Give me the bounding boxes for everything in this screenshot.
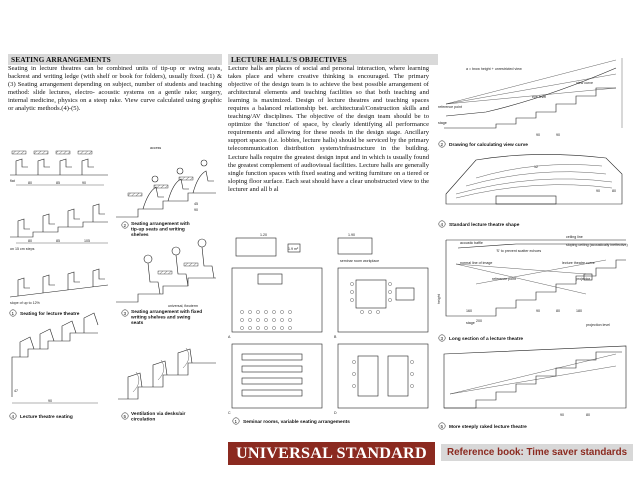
svg-text:12: 12: [534, 165, 538, 169]
svg-text:90: 90: [536, 133, 540, 137]
svg-text:3: 3: [123, 310, 127, 316]
svg-text:5: 5: [123, 413, 127, 419]
slope-label: slope of up to 12%: [10, 301, 40, 305]
svg-text:universal, fiwuterm: universal, fiwuterm: [168, 304, 198, 308]
svg-text:3: 3: [440, 335, 444, 341]
ventilation-drawing: [118, 348, 216, 399]
svg-text:80: 80: [586, 413, 590, 417]
svg-text:200: 200: [476, 319, 482, 323]
svg-text:'S' to prevent scatter echoes: 'S' to prevent scatter echoes: [496, 249, 542, 253]
svg-text:80: 80: [28, 181, 32, 185]
svg-text:47: 47: [14, 389, 18, 393]
left-heading: SEATING ARRANGEMENTS: [8, 54, 222, 65]
long-section-drawing: [437, 235, 628, 327]
caption-seminar-rooms: Seminar rooms, variable seating arrangements: [243, 420, 350, 425]
svg-text:stage: stage: [438, 121, 447, 125]
caption-fixed-shelves: Seating arrangement with fixed writing shelves and swing seats: [131, 310, 203, 326]
stepped-seating-drawing: [10, 204, 108, 251]
svg-text:4: 4: [440, 221, 444, 227]
theatre-shape-drawing: [446, 154, 622, 204]
svg-text:A: A: [228, 335, 231, 339]
caption-theatre-shape: Standard lecture theatre shape: [449, 223, 520, 228]
svg-text:2: 2: [123, 222, 127, 228]
caption-long-section: Long section of a lecture theatre: [449, 337, 524, 342]
svg-text:access: access: [150, 146, 162, 150]
svg-text:105: 105: [84, 239, 90, 243]
svg-text:D: D: [334, 411, 337, 415]
svg-text:a = brow height + unrestricted: a = brow height + unrestricted view: [466, 67, 522, 71]
svg-text:sloping ceiling (acoustically: sloping ceiling (acoustically ineffective): [566, 243, 628, 247]
svg-text:projector: projector: [576, 277, 590, 281]
svg-text:90: 90: [560, 413, 564, 417]
slope-seating-drawing: [10, 269, 108, 305]
svg-text:160: 160: [466, 309, 472, 313]
svg-text:80: 80: [612, 189, 616, 193]
svg-text:B: B: [334, 335, 337, 339]
steep-rake-drawing: [444, 346, 626, 417]
plan-c: [228, 344, 322, 415]
right-body-text: Lecture halls are places of social and personal interaction, where learning takes place and where creative thinking is encouraged. The primary objective of the design team is to achieve the best possible arrangement of architectural elements and teaching facilities so that both teaching and learning is maximized. Design of lecture theatres and teaching spaces requires a balanced relationship bet. architectural/Construction skills and teaching/AV disciplines. The objective of the design team should be to optimize the 'function' of space, by clearly identifying all performance requirements and allowing for these needs in the design stage. Ancillary support spaces (i.e. lobbies, lecture halls) should be serviced by the primary telecommunication distribution system/infrastructure in the building. Lecture halls require the greatest design input and in which is usually found the greatest complement of audiovisual facilities. Lecture halls are generally single function spaces with fixed seating and writing furniture on a tiered or sloping floor surface. Each seat should have a clear unobstructed view to the lecturer and all b al: [228, 65, 429, 193]
svg-text:180: 180: [576, 309, 582, 313]
svg-text:eye level: eye level: [532, 95, 547, 99]
caption-view-curve: Drawing for calculating view curve: [449, 143, 528, 148]
svg-text:1: 1: [234, 418, 238, 424]
svg-text:acoustic baffle: acoustic baffle: [460, 241, 483, 245]
steps-label: on 15 cm steps: [10, 247, 35, 251]
caption-steep-rake: More steeply raked lecture theatre: [449, 425, 527, 430]
svg-text:C: C: [228, 411, 231, 415]
svg-text:90: 90: [82, 181, 86, 185]
tipup-seats-drawing: [116, 146, 216, 217]
plan-a: [228, 268, 322, 339]
flat-label: flat: [10, 179, 15, 183]
reference-book-banner: Reference book: Time saver standards: [441, 444, 633, 461]
svg-text:view curve: view curve: [576, 81, 593, 85]
caption-seating-lecture: Seating for lecture theatre: [20, 312, 80, 317]
caption-lecture-seating: Lecture theatre seating: [20, 415, 73, 420]
view-curve-drawing: [438, 58, 622, 137]
right-heading: LECTURE HALL'S OBJECTIVES: [228, 54, 438, 65]
svg-text:height: height: [437, 294, 441, 304]
caption-ventilation: Ventilation via desks/air circulation: [131, 412, 186, 423]
svg-text:90: 90: [194, 208, 198, 212]
svg-text:4: 4: [11, 413, 15, 419]
svg-text:1.9 m²: 1.9 m²: [288, 247, 299, 251]
svg-text:90: 90: [48, 399, 52, 403]
lecture-seating-section: [11, 310, 98, 403]
svg-text:seminar room workplace: seminar room workplace: [340, 259, 380, 263]
svg-text:lecture theatre curve: lecture theatre curve: [562, 261, 595, 265]
svg-text:normal line of image: normal line of image: [460, 261, 493, 265]
fixed-shelf-drawing: [116, 239, 216, 308]
seminar-room-plans: [228, 228, 433, 430]
svg-text:reference point: reference point: [492, 277, 516, 281]
svg-text:1.90: 1.90: [348, 233, 355, 237]
svg-text:projection level: projection level: [586, 323, 610, 327]
svg-text:reference point: reference point: [438, 105, 462, 109]
svg-text:85: 85: [56, 239, 60, 243]
svg-text:80: 80: [28, 239, 32, 243]
svg-text:90: 90: [556, 133, 560, 137]
svg-text:ceiling line: ceiling line: [566, 235, 583, 239]
caption-tipup: Seating arrangement with tip-up seats and writing shelves: [131, 222, 190, 238]
svg-text:stage: stage: [466, 321, 475, 325]
svg-text:90: 90: [536, 309, 540, 313]
svg-text:2: 2: [440, 141, 444, 147]
plan-b: [334, 268, 428, 339]
plan-d: [334, 344, 428, 415]
flat-seating-drawing: [10, 151, 108, 185]
svg-text:1.20: 1.20: [260, 233, 267, 237]
svg-text:1: 1: [11, 310, 15, 316]
universal-standard-banner: UNIVERSAL STANDARD: [228, 442, 435, 465]
svg-text:85: 85: [56, 181, 60, 185]
left-body-text: Seating in lecture theatres can be combined units of tip-up or swing seats, backrest and writing ledge (with shelf or book for folders), usually fixed. (1) & (3) Seating arrangement depending on subject, number of students and teaching method: slide lectures, electro- acoustic systems on a gentle rake; surgery, internal medicine, physics on a steep rake. View curve calculated using graphic or analytic methods.(4)-(5).: [8, 65, 222, 113]
svg-text:5: 5: [440, 423, 444, 429]
lecture-theatre-diagrams: [436, 54, 634, 432]
svg-text:80: 80: [556, 309, 560, 313]
svg-text:90: 90: [596, 189, 600, 193]
seating-diagrams: [8, 137, 223, 427]
svg-text:45: 45: [194, 202, 198, 206]
